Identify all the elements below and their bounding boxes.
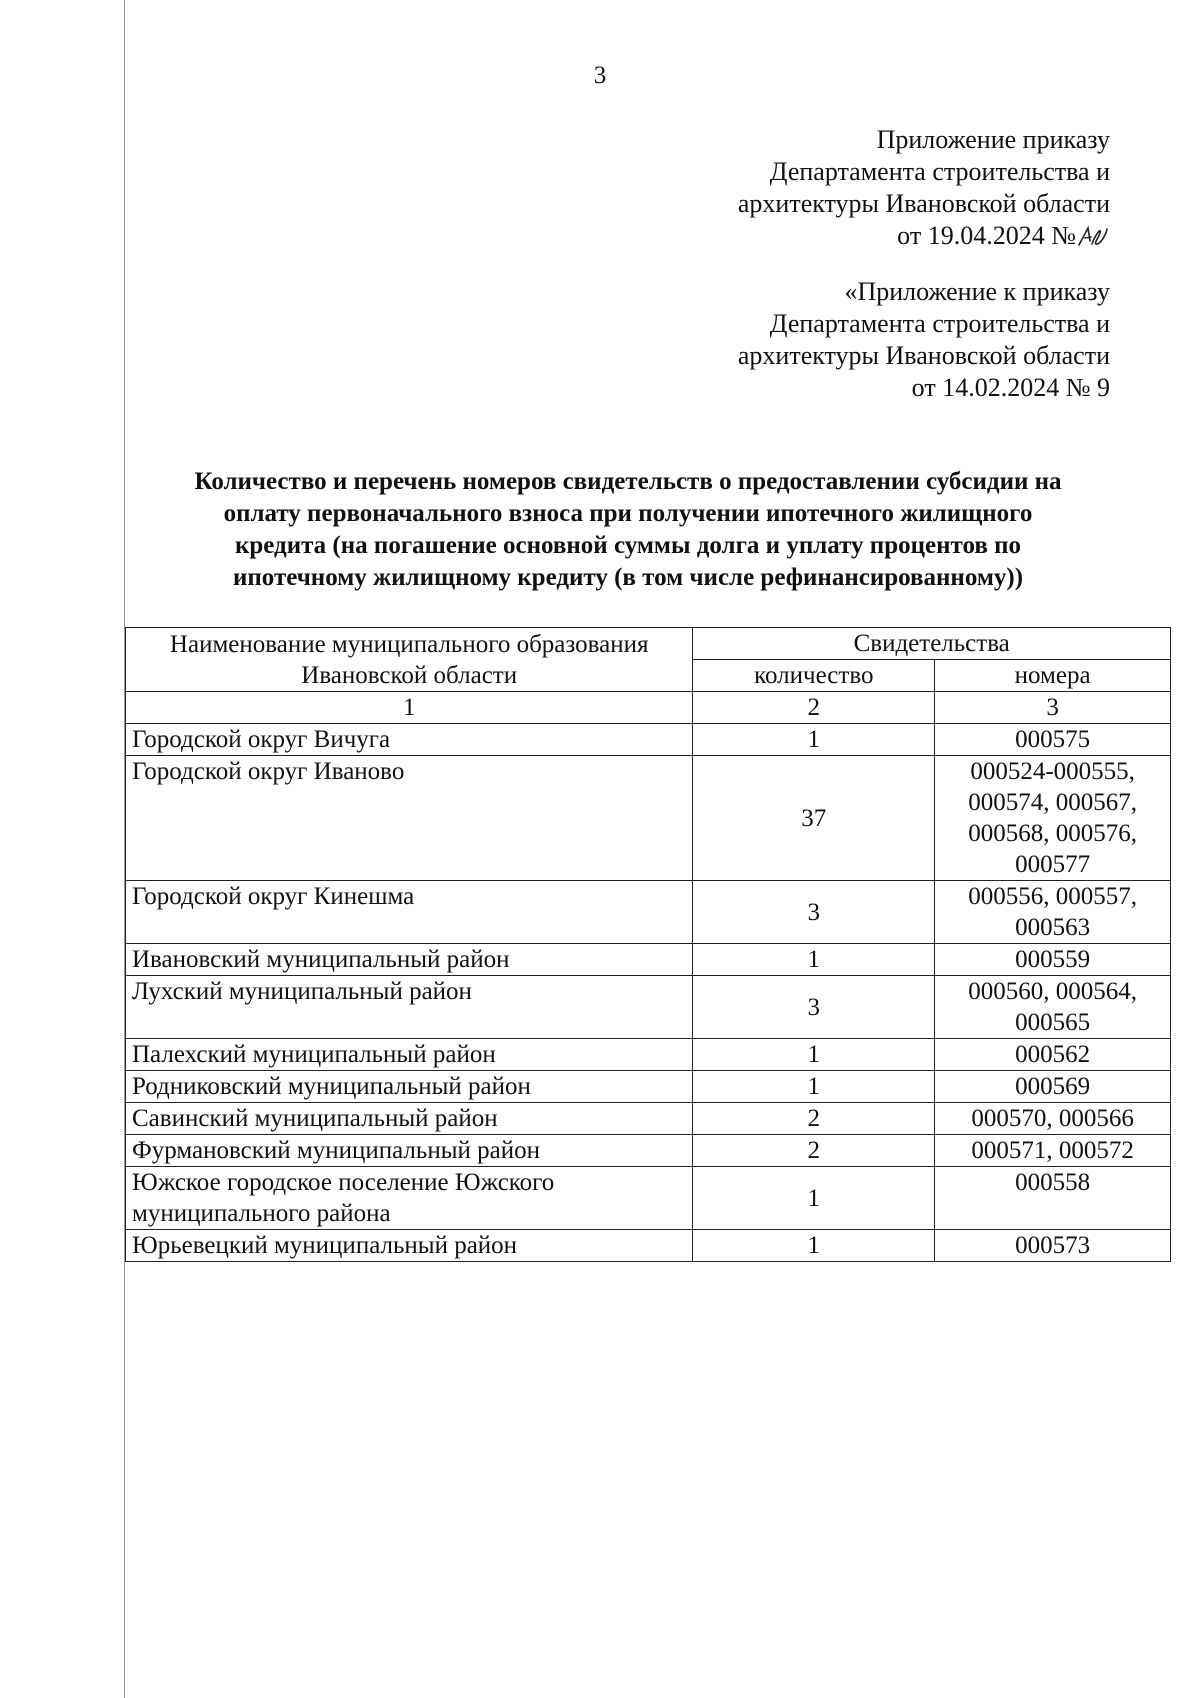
column-number-row [126, 692, 1171, 724]
table-row [126, 1039, 1171, 1071]
certificate-count: 37 [693, 756, 935, 881]
table-row [126, 1167, 1171, 1230]
header-certificates: Свидетельства [693, 628, 1171, 660]
page-number: 3 [593, 62, 607, 89]
certificate-count: 1 [693, 1071, 935, 1103]
certificates-table [125, 627, 1171, 1262]
column-number: 3 [935, 692, 1171, 724]
table-row [126, 1071, 1171, 1103]
header-numbers: номера [935, 660, 1171, 692]
table-row [126, 881, 1171, 944]
approval-date-line [738, 220, 1110, 252]
column-number: 2 [693, 692, 935, 724]
approval-line: Департамента строительства и [769, 309, 1110, 338]
municipality-name: Фурмановский муниципальный район [126, 1135, 693, 1167]
certificate-numbers: 000571, 000572 [935, 1135, 1171, 1167]
certificate-count: 1 [693, 1039, 935, 1071]
certificate-count: 2 [693, 1103, 935, 1135]
municipality-name: Городской округ Вичуга [126, 724, 693, 756]
table-row [126, 976, 1171, 1039]
approval-line: архитектуры Ивановской области [737, 341, 1110, 370]
header-count: количество [693, 660, 935, 692]
certificate-count: 2 [693, 1135, 935, 1167]
document-title [134, 466, 1122, 594]
table-row [126, 1103, 1171, 1135]
municipality-name: Савинский муниципальный район [126, 1103, 693, 1135]
approval-date-text: от 19.04.2024 № [897, 221, 1076, 250]
title-line: кредита (на погашение основной суммы долга и уплату процентов по [234, 532, 1022, 559]
table-row [126, 724, 1171, 756]
municipality-name: Городской округ Иваново [126, 756, 693, 881]
certificate-count: 1 [693, 944, 935, 976]
municipality-name: Южское городское поселение Южского муниципального района [126, 1167, 693, 1230]
title-line: Количество и перечень номеров свидетельств о предоставлении субсидии на [194, 468, 1062, 495]
table-row [126, 756, 1171, 881]
municipality-name: Юрьевецкий муниципальный район [126, 1230, 693, 1262]
certificate-numbers: 000558 [935, 1167, 1171, 1230]
table-row [126, 1135, 1171, 1167]
title-line: оплату первоначального взноса при получении ипотечного жилищного [223, 500, 1033, 527]
approval-line: от 14.02.2024 № 9 [911, 373, 1110, 402]
table-row [126, 1230, 1171, 1262]
certificate-numbers: 000573 [935, 1230, 1171, 1262]
approval-line: архитектуры Ивановской области [737, 189, 1110, 218]
municipality-name: Родниковский муниципальный район [126, 1071, 693, 1103]
table-row [126, 944, 1171, 976]
approval-block-current [738, 124, 1110, 252]
municipality-name: Ивановский муниципальный район [126, 944, 693, 976]
certificate-numbers: 000562 [935, 1039, 1171, 1071]
municipality-name: Лухский муниципальный район [126, 976, 693, 1039]
municipality-name: Городской округ Кинешма [126, 881, 693, 944]
municipality-name: Палехский муниципальный район [126, 1039, 693, 1071]
certificate-count: 3 [693, 976, 935, 1039]
certificate-count: 3 [693, 881, 935, 944]
approval-line: Приложение приказу [876, 125, 1110, 154]
handwritten-number-mark [1076, 223, 1110, 249]
certificate-count: 1 [693, 724, 935, 756]
title-line: ипотечному жилищному кредиту (в том числе рефинансированному)) [232, 564, 1024, 591]
certificate-count: 1 [693, 1167, 935, 1230]
table-header-row [126, 628, 1171, 660]
column-number: 1 [126, 692, 693, 724]
header-municipality: Наименование муниципального образования Ивановской области [126, 628, 693, 692]
certificate-numbers: 000569 [935, 1071, 1171, 1103]
certificate-count: 1 [693, 1230, 935, 1262]
certificate-numbers: 000559 [935, 944, 1171, 976]
approval-line: «Приложение к приказу [844, 277, 1110, 306]
certificate-numbers: 000570, 000566 [935, 1103, 1171, 1135]
certificate-numbers: 000575 [935, 724, 1171, 756]
approval-line: Департамента строительства и [769, 157, 1110, 186]
certificate-numbers: 000556, 000557, 000563 [935, 881, 1171, 944]
certificate-numbers: 000524-000555, 000574, 000567, 000568, 000576, 000577 [935, 756, 1171, 881]
certificate-numbers: 000560, 000564, 000565 [935, 976, 1171, 1039]
approval-block-original [738, 276, 1110, 404]
